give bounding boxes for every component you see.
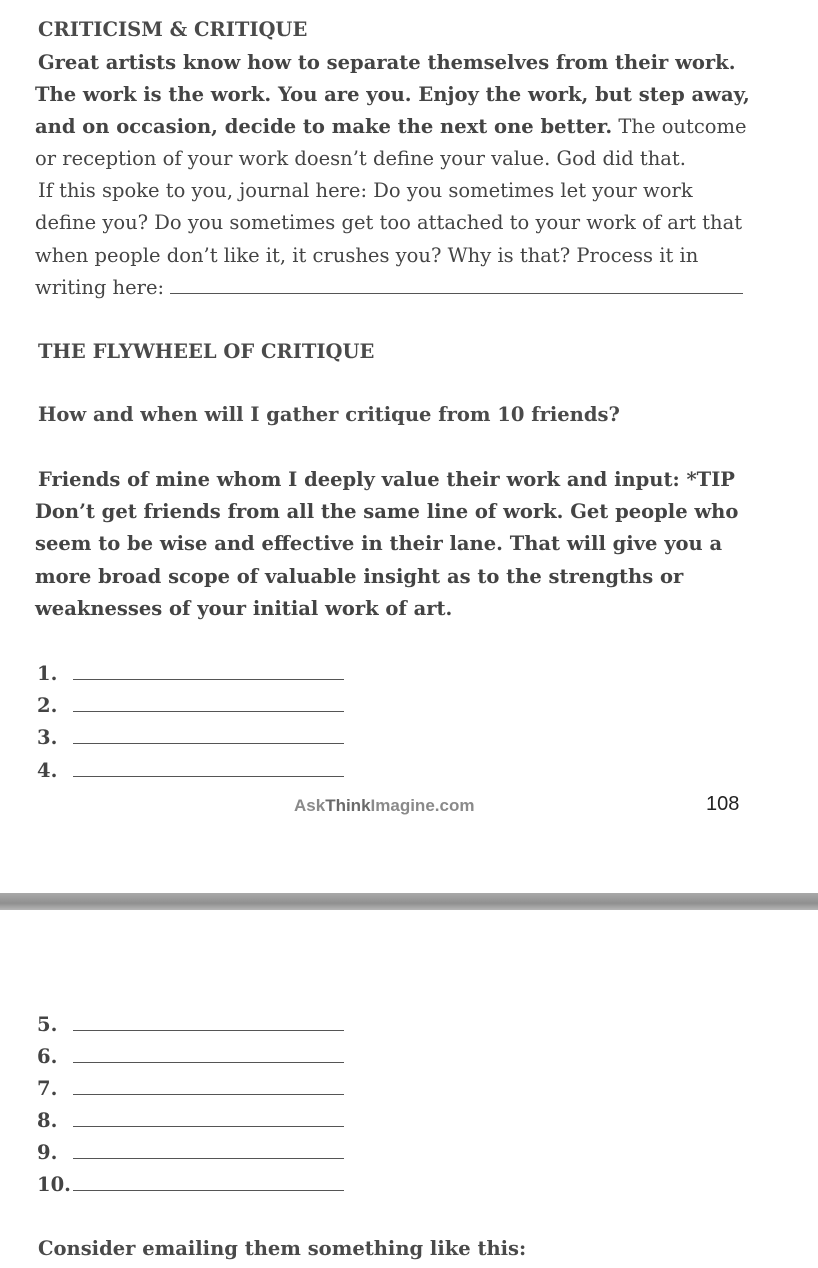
intro-line-5: If this spoke to you, journal here: Do you sometimes let your work — [38, 179, 693, 202]
page-divider — [0, 893, 818, 910]
page-109 — [0, 910, 818, 1268]
friend-name-blank[interactable] — [73, 1170, 344, 1191]
friend-name-blank[interactable] — [73, 723, 344, 744]
friend-name-blank[interactable] — [73, 1010, 344, 1031]
list-number: 9. — [37, 1141, 58, 1164]
friend-name-blank[interactable] — [73, 1074, 344, 1095]
list-item — [37, 1041, 344, 1073]
intro-line-3-bold: and on occasion, decide to make the next one better. — [35, 115, 613, 138]
friend-name-blank[interactable] — [73, 756, 344, 777]
list-number: 3. — [37, 726, 58, 749]
friends-line-1: Friends of mine whom I deeply value their work and input: *TIP — [38, 468, 735, 491]
list-number: 8. — [37, 1109, 58, 1132]
writing-label: writing here: — [35, 276, 165, 299]
intro-line-2: The work is the work. You are you. Enjoy the work, but step away, — [35, 83, 750, 106]
flywheel-title: THE FLYWHEEL OF CRITIQUE — [38, 340, 375, 363]
friends-line-5: weaknesses of your initial work of art. — [35, 597, 453, 620]
list-item — [37, 1137, 344, 1169]
friends-line-4: more broad scope of valuable insight as to the strengths or — [35, 565, 684, 588]
list-item — [37, 755, 344, 787]
list-item — [37, 1169, 344, 1201]
intro-line-1: Great artists know how to separate themselves from their work. — [38, 51, 736, 74]
list-number: 5. — [37, 1013, 58, 1036]
footer-site — [294, 796, 474, 816]
page-number: 108 — [706, 793, 740, 815]
list-number: 7. — [37, 1077, 58, 1100]
section-title: CRITICISM & CRITIQUE — [38, 18, 308, 41]
closing-heading: Consider emailing them something like this: — [38, 1237, 527, 1260]
friend-name-blank[interactable] — [73, 1042, 344, 1063]
friend-name-blank[interactable] — [73, 659, 344, 680]
list-item — [37, 722, 344, 754]
list-number: 1. — [37, 662, 58, 685]
footer-site-ask: Ask — [294, 796, 326, 815]
list-item — [37, 1073, 344, 1105]
journal-blank-line[interactable] — [170, 273, 743, 294]
list-number: 10. — [37, 1173, 71, 1196]
list-item — [37, 1105, 344, 1137]
intro-line-3 — [35, 111, 747, 143]
list-item — [37, 690, 344, 722]
friends-line-3: seem to be wise and effective in their lane. That will give you a — [35, 532, 723, 555]
footer-site-rest: Imagine.com — [370, 796, 475, 815]
intro-line-6: define you? Do you sometimes get too attached to your work of art that — [35, 211, 743, 234]
list-number: 6. — [37, 1045, 58, 1068]
list-item — [37, 658, 344, 690]
question-heading: How and when will I gather critique from 10 friends? — [38, 403, 620, 426]
friend-name-blank[interactable] — [73, 691, 344, 712]
footer-site-think: Think — [325, 796, 371, 815]
list-number: 4. — [37, 759, 58, 782]
friends-line-2: Don’t get friends from all the same line of work. Get people who — [35, 500, 739, 523]
list-item — [37, 1009, 344, 1041]
intro-line-8 — [35, 272, 743, 304]
intro-line-4: or reception of your work doesn’t define your value. God did that. — [35, 147, 686, 170]
intro-line-7: when people don’t like it, it crushes you? Why is that? Process it in — [35, 244, 699, 267]
friend-name-blank[interactable] — [73, 1138, 344, 1159]
friend-name-blank[interactable] — [73, 1106, 344, 1127]
intro-line-3-rest: The outcome — [612, 115, 747, 138]
list-number: 2. — [37, 694, 58, 717]
